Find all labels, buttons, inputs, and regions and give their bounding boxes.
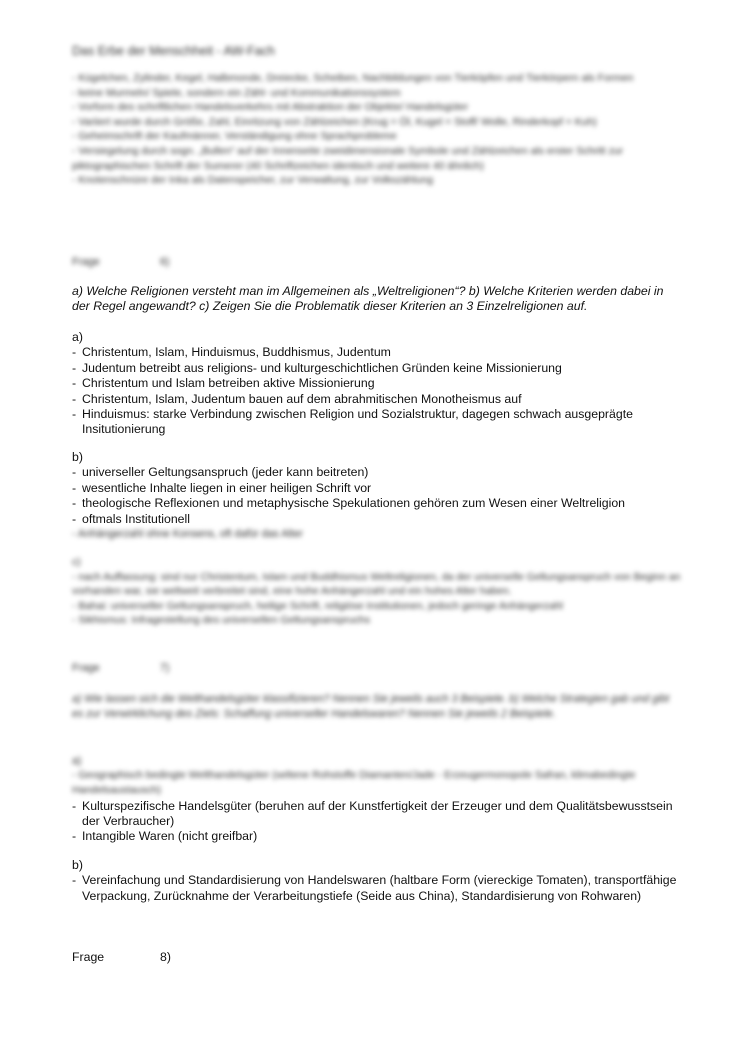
frage-number: 8) xyxy=(160,950,171,964)
top-section xyxy=(72,44,682,59)
frage-label: Frage xyxy=(72,950,105,964)
page-title: Das Erbe der Menschheit - AW-Fach xyxy=(72,44,275,58)
list-item: - Christentum, Islam, Judentum bauen auf dem abrahmitischen Monotheismus auf xyxy=(72,391,522,406)
list-item: - Vorform des schriftlichen Handelsverkehrs mit Abstraktion der Objekte/ Handelsgüter xyxy=(72,102,469,114)
list-item: - Anhängerzahl ohne Konsens, oft dafür das Alter xyxy=(72,528,303,541)
list-item: - Vereinfachung und Standardisierung von Handelswaren (haltbare Form (viereckige Tomaten), transportfähige Verpackung, Zurücknahme der Verarbeitungstiefe (Seide aus China), Standardisierung von Rohwaren) xyxy=(72,873,677,903)
list-item: - Geographisch bedingte Welthandelsgüter (seltene Rohstoffe Diamanten/Jade - Erzeugermonopole Safran, klimabedingte Handelsaustausch) xyxy=(72,770,636,796)
answer-label: b) xyxy=(72,450,83,464)
list-item: - keine Murmeln/ Spiele, sondern ein Zähl- und Kommunikationssystem xyxy=(72,87,401,99)
list-item: - nach Auffassung: sind nur Christentum, Islam und Buddhismus Weltreligionen, da der universelle Geltungsanspruch von Beginn an vorhanden war, sie weltweit verbreitet sind, eine hohe Anhängerzahl und ein hohes Alter haben. xyxy=(72,571,681,598)
list-item: - Christentum und Islam betreiben aktive Missionierung xyxy=(72,376,375,391)
answer-7a xyxy=(72,754,682,845)
frage-6-heading xyxy=(72,256,272,268)
answer-label: a) xyxy=(72,330,83,344)
answer-label: b) xyxy=(72,858,83,872)
list-item: - oftmals Institutionell xyxy=(72,511,190,526)
list-item: - Variiert wurde durch Größe, Zahl, Einritzung von Zählzeichen (Krug = Öl, Kugel = Stoff/ Wolle, Rinderkopf = Kuh) xyxy=(72,116,597,128)
list-item: - Kulturspezifische Handelsgüter (beruhen auf der Kunstfertigkeit der Erzeuger und dem Qualitätsbewusstsein der Verbraucher) xyxy=(72,798,673,828)
list-item: - Intangible Waren (nicht greifbar) xyxy=(72,829,258,844)
frage-label: Frage xyxy=(72,662,100,674)
list-item: - Bahai: universeller Geltungsanspruch, heilige Schrift, religiöse Institutionen, jedoch geringe Anhängerzahl xyxy=(72,600,563,612)
list-item: - Kügelchen, Zylinder, Kegel, Halbmonde, Dreiecke, Scheiben, Nachbildungen von Tierköpfen und Tierkörpern als Formen xyxy=(72,73,634,84)
list-item: - Judentum betreibt aus religions- und kulturgeschichtlichen Gründen keine Missionierung xyxy=(72,360,562,375)
list-item: - Christentum, Islam, Hinduismus, Buddhismus, Judentum xyxy=(72,345,391,360)
answer-6b xyxy=(72,450,682,542)
list-item: - wesentliche Inhalte liegen in einer heiligen Schrift vor xyxy=(72,480,372,495)
list-item: - Geheimschrift der Kaufmänner, Verständigung ohne Sprachprobleme xyxy=(72,131,397,143)
answer-6c xyxy=(72,556,682,629)
top-list xyxy=(72,72,682,189)
answer-label: c) xyxy=(72,557,81,568)
list-item: - Knotenschnüre der Inka als Datenspeicher, zur Verwaltung, zur Volkszählung xyxy=(72,175,433,187)
frage-7-heading xyxy=(72,662,272,674)
list-item: - Hinduismus: starke Verbindung zwischen Religion und Sozialstruktur, dagegen schwach ausgeprägte Insitutionierung xyxy=(72,407,633,437)
frage-number: 6) xyxy=(160,256,170,268)
list-item: - universeller Geltungsanspruch (jeder kann beitreten) xyxy=(72,465,369,480)
question-7: a) Wie lassen sich die Welthandelsgüter klassifizieren? Nennen Sie jeweils auch 3 Beispiele. b) Welche Strategien gab und gibt es zur Verwirklichung des Ziels: Schaffung universeller Handelswaren? Nennen Sie jeweils 2 Beispiele. xyxy=(72,693,670,720)
frage-number: 7) xyxy=(160,662,170,674)
answer-6a xyxy=(72,330,682,438)
list-item: - Sikhismus: Infragestellung des universellen Geltungsanspruchs xyxy=(72,615,371,627)
list-item: - Versiegelung durch sogn. „Bullen“ auf der Innenseite zweidimensionale Symbole und Zählzeichen als erster Schritt zur piktographischen Schrift der Sumerer (40 Schriftzeichen identisch und weitere 40 ähnlich) xyxy=(72,145,623,172)
answer-label: a) xyxy=(72,755,82,767)
frage-label: Frage xyxy=(72,256,100,268)
answer-7b xyxy=(72,858,682,904)
list-item: - theologische Reflexionen und metaphysische Spekulationen gehören zum Wesen einer Weltreligion xyxy=(72,496,625,511)
question-6: a) Welche Religionen versteht man im Allgemeinen als „Weltreligionen“? b) Welche Kriterien werden dabei in der Regel angewandt? c) Zeigen Sie die Problematik dieser Kriterien an 3 Einzelreligionen auf. xyxy=(72,284,664,314)
frage-8-heading xyxy=(72,950,272,964)
